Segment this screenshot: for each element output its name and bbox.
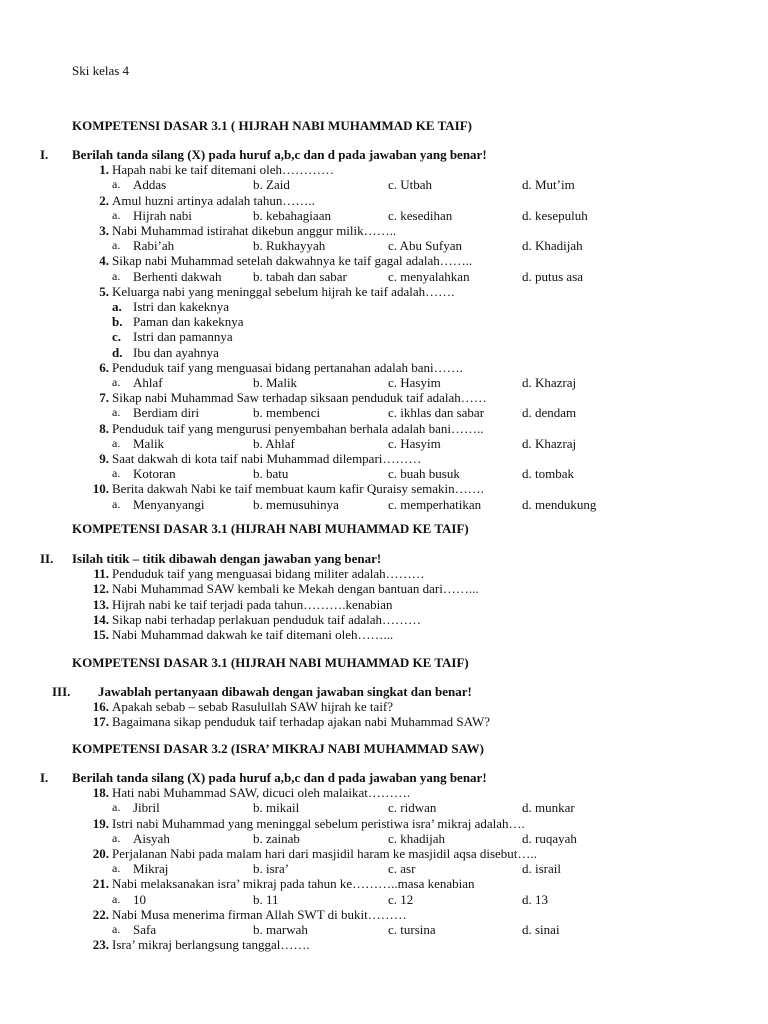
question-text: Istri nabi Muhammad yang meninggal sebelum peristiwa isra’ mikraj adalah….	[112, 815, 525, 831]
answer-option: 10	[133, 891, 146, 907]
question-text: Amul huzni artinya adalah tahun……..	[112, 192, 315, 208]
answer-option: d. ruqayah	[522, 830, 577, 846]
answer-option: b. kebahagiaan	[253, 207, 331, 223]
section-title: KOMPETENSI DASAR 3.1 ( HIJRAH NABI MUHAMMAD KE TAIF)	[72, 118, 472, 133]
answer-option: a.	[112, 861, 121, 876]
question-text: Nabi Muhammad dakwah ke taif ditemani oleh……...	[112, 627, 394, 642]
section-instruction: Berilah tanda silang (X) pada huruf a,b,c dan d pada jawaban yang benar!	[72, 147, 487, 162]
answer-option: b. batu	[253, 466, 289, 482]
answer-option: c. Hasyim	[388, 435, 441, 451]
question-text: Nabi Musa menerima firman Allah SWT di bukit………	[112, 906, 407, 922]
question-text: Sikap nabi Muhammad Saw terhadap siksaan penduduk taif adalah……	[112, 390, 487, 406]
answer-option: c. ridwan	[388, 800, 437, 816]
question-number: 22.	[92, 906, 109, 922]
question-text: Apakah sebab – sebab Rasulullah SAW hijrah ke taif?	[112, 699, 394, 715]
answer-option: a.	[112, 405, 121, 420]
answer-option: c. asr	[388, 861, 416, 877]
question-number: 6.	[99, 359, 109, 375]
answer-option: Ahlaf	[133, 375, 163, 390]
answer-option: b. membenci	[253, 405, 321, 421]
answer-option: b. zainab	[253, 830, 300, 846]
answer-option: c. khadijah	[388, 830, 446, 846]
question-text: Perjalanan Nabi pada malam hari dari masjidil haram ke masjidil aqsa disebut…..	[112, 846, 537, 861]
answer-option: Berdiam diri	[133, 405, 200, 421]
answer-option: a.	[112, 830, 121, 845]
answer-option: a.	[112, 207, 121, 222]
question-text: Penduduk taif yang menguasai bidang pertanahan adalah bani…….	[112, 359, 463, 375]
answer-option: a.	[112, 496, 121, 511]
answer-option: b. Ahlaf	[253, 435, 295, 451]
answer-option: c. kesedihan	[388, 207, 453, 223]
question-number: 14.	[92, 611, 109, 627]
answer-option: b. Rukhayyah	[253, 238, 326, 254]
question-text: Hijrah nabi ke taif terjadi pada tahun……….kenabian	[112, 596, 393, 612]
answer-option: d. mendukung	[522, 496, 597, 512]
answer-option: b. Malik	[253, 375, 298, 390]
question-text: Hapah nabi ke taif ditemani oleh…………	[112, 162, 335, 178]
question-number: 8.	[99, 420, 109, 436]
section-title: KOMPETENSI DASAR 3.1 (HIJRAH NABI MUHAMMAD KE TAIF)	[72, 521, 469, 536]
question-number: 13.	[92, 596, 109, 612]
section-instruction: Berilah tanda silang (X) pada huruf a,b,c dan d pada jawaban yang benar!	[72, 770, 487, 785]
answer-option: d. Mut’im	[522, 177, 575, 193]
question-text: Nabi Muhammad SAW kembali ke Mekah dengan bantuan dari……...	[112, 581, 479, 597]
question-text: Hati nabi Muhammad SAW, dicuci oleh malaikat……….	[112, 785, 411, 801]
question-number: 11.	[93, 566, 109, 582]
answer-option: a.	[112, 238, 121, 253]
answer-option: a.	[112, 268, 121, 283]
answer-option: b. Zaid	[253, 177, 290, 193]
answer-option: b. 11	[253, 891, 279, 907]
question-text: Saat dakwah di kota taif nabi Muhammad dilempari………	[112, 451, 422, 466]
answer-option: Hijrah nabi	[133, 207, 192, 223]
question-number: 20.	[92, 846, 109, 861]
answer-option: d. Khazraj	[522, 435, 577, 451]
question-text: Penduduk taif yang mengurusi penyembahan berhala adalah bani……..	[112, 420, 484, 436]
question-text: Sikap nabi Muhammad setelah dakwahnya ke taif gagal adalah……..	[112, 253, 473, 269]
answer-option: a.	[112, 922, 121, 936]
answer-option: Istri dan pamannya	[133, 329, 233, 345]
answer-option: Berhenti dakwah	[133, 268, 222, 284]
answer-option: b. tabah dan sabar	[253, 268, 347, 284]
answer-option: d. Khazraj	[522, 375, 577, 390]
question-number: 9.	[99, 451, 109, 466]
answer-option: Menyanyangi	[133, 496, 205, 512]
answer-option: Mikraj	[133, 861, 169, 877]
question-number: 17.	[92, 714, 109, 730]
section-roman-numeral: II.	[40, 551, 54, 566]
question-number: 19.	[92, 815, 109, 831]
answer-option: Malik	[133, 435, 165, 451]
question-text: Nabi Muhammad istirahat dikebun anggur milik……..	[112, 223, 397, 238]
question-number: 23.	[92, 937, 109, 953]
answer-option-letter: b.	[112, 314, 123, 330]
answer-option: d. israil	[522, 861, 561, 877]
section-instruction: Isilah titik – titik dibawah dengan jawaban yang benar!	[72, 551, 382, 566]
answer-option: Addas	[133, 177, 167, 193]
answer-option: Istri dan kakeknya	[133, 299, 230, 314]
answer-option: a.	[112, 435, 121, 450]
answer-option: c. tursina	[388, 922, 436, 937]
section-roman-numeral: III.	[52, 684, 71, 699]
section-roman-numeral: I.	[40, 147, 49, 162]
question-text: Sikap nabi terhadap perlakuan penduduk taif adalah………	[112, 611, 422, 627]
answer-option-letter: c.	[112, 329, 122, 345]
question-text: Nabi melaksanakan isra’ mikraj pada tahun ke………..masa kenabian	[112, 876, 475, 892]
answer-option: c. memperhatikan	[388, 496, 482, 512]
answer-option: Jibril	[133, 800, 160, 816]
answer-option: Safa	[133, 922, 157, 937]
answer-option: d. tombak	[522, 466, 574, 482]
answer-option: c. buah busuk	[388, 466, 460, 482]
answer-option: Paman dan kakeknya	[133, 314, 244, 330]
answer-option: b. marwah	[253, 922, 308, 937]
question-text: Berita dakwah Nabi ke taif membuat kaum kafir Quraisy semakin…….	[112, 481, 484, 497]
answer-option: a.	[112, 177, 121, 192]
answer-option: b. memusuhinya	[253, 496, 339, 512]
question-text: Bagaimana sikap penduduk taif terhadap ajakan nabi Muhammad SAW?	[112, 714, 491, 730]
answer-option: b. mikail	[253, 800, 300, 816]
answer-option: d. sinai	[522, 922, 560, 937]
question-number: 7.	[99, 390, 109, 406]
answer-option: c. ikhlas dan sabar	[388, 405, 485, 421]
answer-option: d. kesepuluh	[522, 207, 588, 223]
answer-option: c. menyalahkan	[388, 268, 470, 284]
answer-option: c. Abu Sufyan	[388, 238, 463, 254]
answer-option: Rabi’ah	[133, 238, 175, 254]
answer-option: c. Utbah	[388, 177, 433, 193]
answer-option-letter: d.	[112, 344, 123, 360]
answer-option-letter: a.	[112, 299, 122, 314]
question-number: 4.	[99, 253, 109, 269]
answer-option: d. putus asa	[522, 268, 584, 284]
question-text: Keluarga nabi yang meninggal sebelum hijrah ke taif adalah…….	[112, 283, 455, 299]
section-title: KOMPETENSI DASAR 3.2 (ISRA’ MIKRAJ NABI MUHAMMAD SAW)	[72, 741, 484, 756]
answer-option: a.	[112, 466, 121, 481]
subject-header: Ski kelas 4	[72, 63, 130, 78]
answer-option: d. 13	[522, 891, 548, 907]
answer-option: Kotoran	[133, 466, 176, 482]
answer-option: Ibu dan ayahnya	[133, 344, 219, 360]
question-number: 16.	[92, 699, 109, 715]
answer-option: b. isra’	[253, 861, 290, 877]
answer-option: d. Khadijah	[522, 238, 583, 254]
question-number: 15.	[92, 627, 109, 642]
answer-option: c. 12	[388, 891, 414, 907]
answer-option: d. dendam	[522, 405, 577, 421]
question-number: 3.	[99, 223, 109, 238]
question-text: Isra’ mikraj berlangsung tanggal…….	[112, 937, 310, 953]
answer-option: a.	[112, 891, 121, 906]
question-number: 18.	[92, 785, 109, 801]
question-number: 2.	[99, 192, 109, 208]
answer-option: a.	[112, 800, 121, 815]
question-number: 21.	[92, 876, 109, 892]
question-number: 12.	[92, 581, 109, 597]
answer-option: a.	[112, 375, 121, 389]
answer-option: Aisyah	[133, 830, 170, 846]
question-number: 10.	[92, 481, 109, 497]
section-instruction: Jawablah pertanyaan dibawah dengan jawaban singkat dan benar!	[98, 684, 472, 699]
question-number: 1.	[99, 162, 109, 178]
answer-option: c. Hasyim	[388, 375, 441, 390]
section-roman-numeral: I.	[40, 770, 49, 785]
section-title: KOMPETENSI DASAR 3.1 (HIJRAH NABI MUHAMMAD KE TAIF)	[72, 655, 469, 670]
question-text: Penduduk taif yang menguasai bidang militer adalah………	[112, 566, 425, 582]
answer-option: d. munkar	[522, 800, 575, 816]
question-number: 5.	[99, 283, 109, 299]
